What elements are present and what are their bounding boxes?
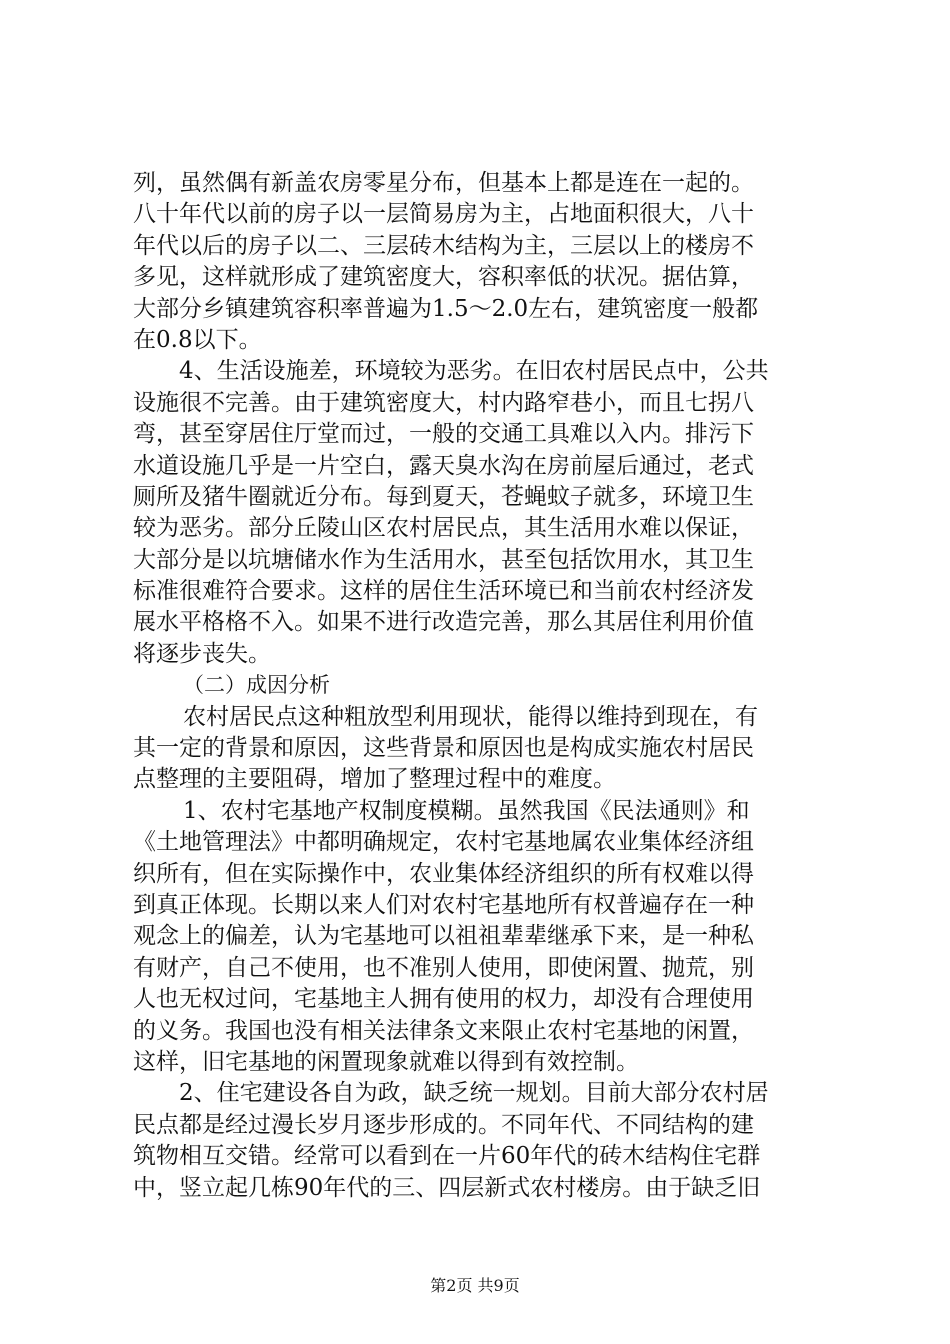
page-number-footer: 第2页 共9页 [430, 1276, 520, 1295]
text-line: 在0.8以下。 [133, 326, 262, 353]
text-line: 有财产，自己不使用，也不准别人使用，即使闲置、抛荒，别 [133, 954, 754, 981]
text-line: 的义务。我国也没有相关法律条文来限止农村宅基地的闲置， [133, 1017, 754, 1044]
text-line: 设施很不完善。由于建筑密度大，村内路窄巷小，而且七拐八 [133, 389, 754, 416]
text-line: 其一定的背景和原因，这些背景和原因也是构成实施农村居民 [133, 735, 754, 762]
text-line: 人也无权过问，宅基地主人拥有使用的权力，却没有合理使用 [133, 986, 754, 1013]
paragraph-start-line: 4、生活设施差，环境较为恶劣。在旧农村居民点中，公共 [179, 358, 769, 385]
text-line: 点整理的主要阻碍，增加了整理过程中的难度。 [133, 766, 616, 793]
text-line: 大部分乡镇建筑容积率普遍为1.5～2.0左右，建筑密度一般都 [133, 295, 759, 322]
text-line: 多见，这样就形成了建筑密度大，容积率低的状况。据估算， [133, 264, 754, 291]
text-line: 列，虽然偶有新盖农房零星分布，但基本上都是连在一起的。 [133, 170, 754, 196]
text-line: 厕所及猪牛圈就近分布。每到夏天，苍蝇蚊子就多，环境卫生 [133, 483, 754, 510]
paragraph-start-line: 1、农村宅基地产权制度模糊。虽然我国《民法通则》和 [183, 797, 750, 824]
text-line: 织所有，但在实际操作中，农业集体经济组织的所有权难以得 [133, 860, 754, 887]
text-line: 将逐步丧失。 [133, 640, 271, 667]
text-line: 中，竖立起几栋90年代的三、四层新式农村楼房。由于缺乏旧 [133, 1174, 761, 1201]
text-line: 民点都是经过漫长岁月逐步形成的。不同年代、不同结构的建 [133, 1111, 754, 1138]
text-line: 大部分是以坑塘储水作为生活用水，甚至包括饮用水，其卫生 [133, 546, 754, 573]
text-line: 《土地管理法》中都明确规定，农村宅基地属农业集体经济组 [133, 829, 754, 856]
text-line: 较为恶劣。部分丘陵山区农村居民点，其生活用水难以保证， [133, 515, 754, 542]
text-line: 水道设施几乎是一片空白，露天臭水沟在房前屋后通过，老式 [133, 452, 754, 479]
paragraph-start-line: 农村居民点这种粗放型利用现状，能得以维持到现在，有 [183, 703, 758, 730]
text-line: 标准很难符合要求。这样的居住生活环境已和当前农村经济发 [133, 578, 754, 605]
text-line: 弯，甚至穿居住厅堂而过，一般的交通工具难以入内。排污下 [133, 421, 754, 448]
paragraph-start-line: 2、住宅建设各自为政，缺乏统一规划。目前大部分农村居 [179, 1080, 769, 1107]
text-line: 八十年代以前的房子以一层简易房为主，占地面积很大，八十 [133, 201, 754, 228]
text-line: 这样，旧宅基地的闲置现象就难以得到有效控制。 [133, 1048, 639, 1075]
body-text [133, 168, 833, 1204]
text-line: 到真正体现。长期以来人们对农村宅基地所有权普遍存在一种 [133, 891, 754, 918]
text-line: 观念上的偏差，认为宅基地可以祖祖辈辈继承下来，是一种私 [133, 923, 754, 950]
text-line: 年代以后的房子以二、三层砖木结构为主，三层以上的楼房不 [133, 232, 754, 259]
text-line: 展水平格格不入。如果不进行改造完善，那么其居住利用价值 [133, 609, 754, 636]
section-heading: （二）成因分析 [183, 673, 330, 698]
text-line: 筑物相互交错。经常可以看到在一片60年代的砖木结构住宅群 [133, 1143, 761, 1170]
